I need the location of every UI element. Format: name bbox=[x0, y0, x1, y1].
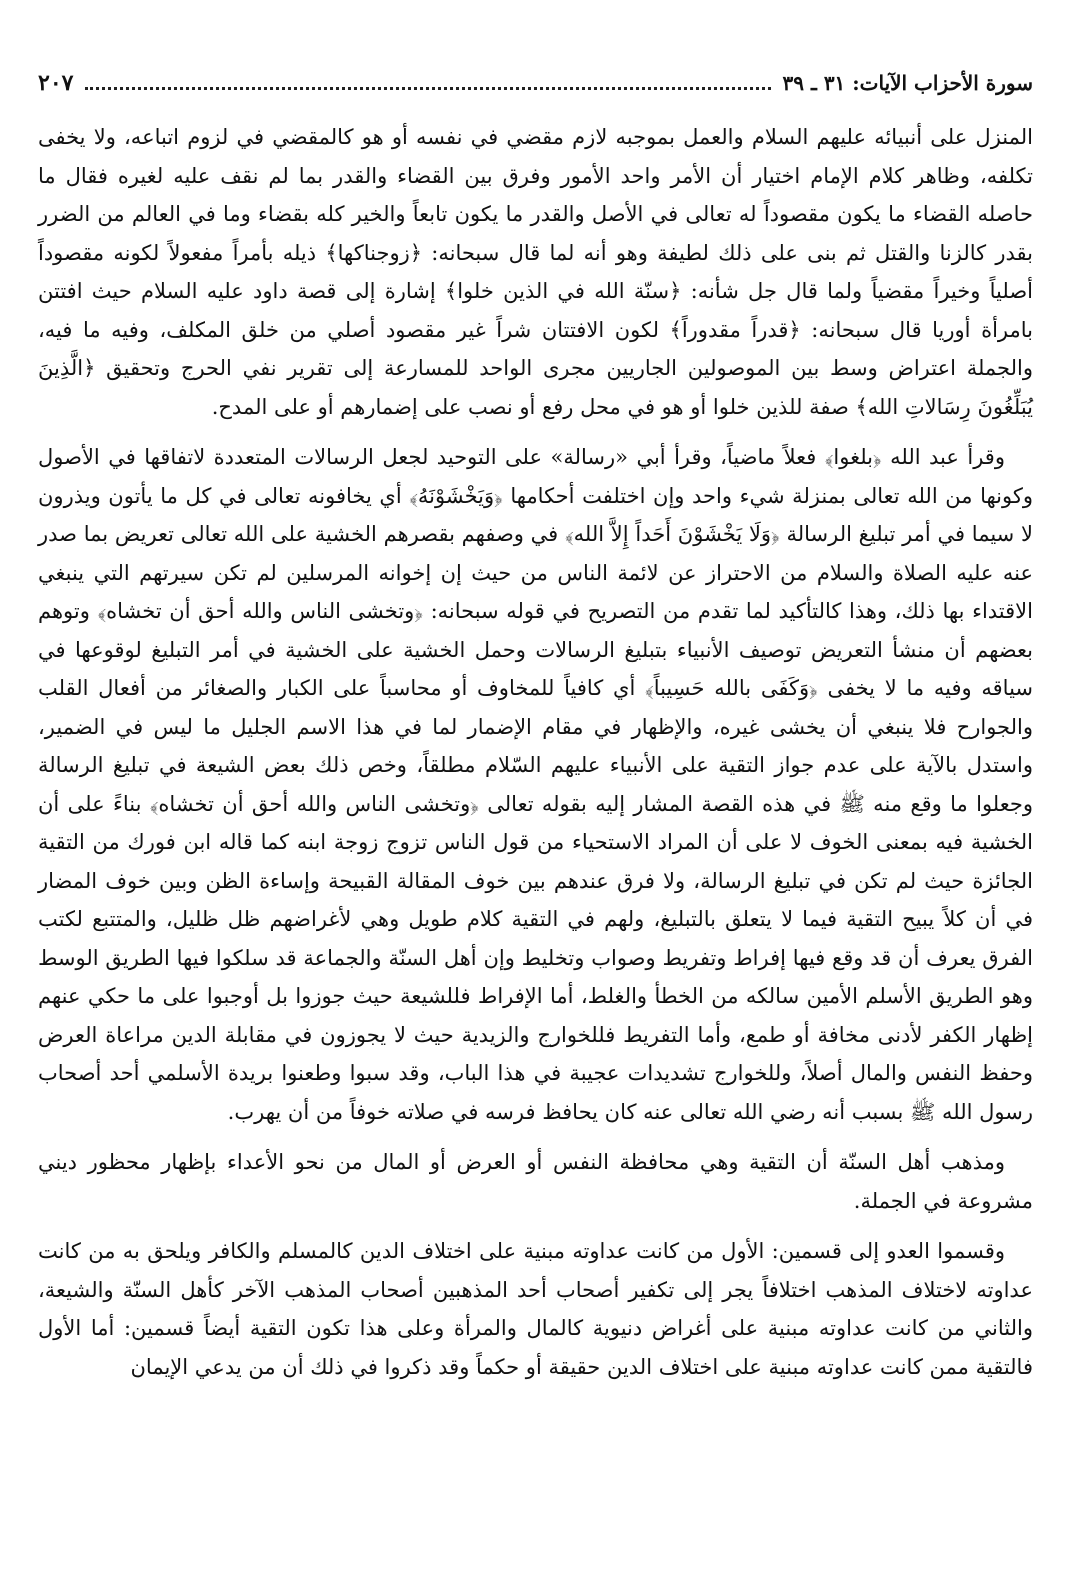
surah-title: سورة الأحزاب الآيات: ٣١ ـ ٣٩ bbox=[782, 71, 1033, 95]
paragraph-3: ومذهب أهل السنّة أن التقية وهي محافظة النفس أو العرض أو المال من نحو الأعداء بإظهار محظور ديني مشروعة في الجملة. bbox=[38, 1150, 1033, 1213]
paragraph-1: المنزل على أنبيائه عليهم السلام والعمل بموجبه لازم مقضي في نفسه أو هو كالمقضي في لزوم اتباعه، ولا يخفى تكلفه، وظاهر كلام الإمام اختيار أن الأمر واحد الأمور وفرق بين القضاء والقدر بما لم نقف عليه لغيره فقال ما حاصله القضاء ما يكون مقصوداً له تعالى في الأصل والقدر ما يكون تابعاً والخير كله بقضاء وما في العالم من الضرر بقدر كالزنا والقتل ثم بنى على ذلك لطيفة وهو أنه لما قال سبحانه: ﴿زوجناكها﴾ ذيله بأمراً مفعولاً لكونه مقصوداً أصلياً وخيراً مقضياً ولما قال جل شأنه: ﴿سنّة الله في الذين خلوا﴾ إشارة إلى قصة داود عليه السلام حيث افتتن بامرأة أوريا قال سبحانه: ﴿قدراً مقدوراً﴾ لكون الافتتان شراً غير مقصود أصلي من خلق المكلف، وفيه ما فيه، والجملة اعتراض وسط بين الموصولين الجاريين مجرى الواحد للمسارعة إلى تقرير نفي الحرج وتحقيق ﴿الَّذِينَ يُبَلِّغُونَ رِسَالاتِ الله﴾ صفة للذين خلوا أو هو في محل رفع أو نصب على إضمارهم أو على المدح. bbox=[38, 125, 1033, 419]
dotted-leader bbox=[85, 81, 770, 90]
paragraph-2: وقرأ عبد الله ﴿بلغوا﴾ فعلاً ماضياً، وقرأ أبي «رسالة» على التوحيد لجعل الرسالات المتعددة لاتفاقها في الأصول وكونها من الله تعالى بمنزلة شيء واحد وإن اختلفت أحكامها ﴿وَيَخْشَوْنَهُ﴾ أي يخافونه تعالى في كل ما يأتون ويذرون لا سيما في أمر تبليغ الرسالة ﴿وَلَا يَخْشَوْنَ أَحَداً إِلاَّ الله﴾ في وصفهم بقصرهم الخشية على الله تعالى تعريض بما صدر عنه عليه الصلاة والسلام من الاحتراز عن لائمة الناس من حيث إن إخوانه المرسلين لم تكن سيرتهم التي ينبغي الاقتداء بها ذلك، وهذا كالتأكيد لما تقدم من التصريح في قوله سبحانه: ﴿وتخشى الناس والله أحق أن تخشاه﴾ وتوهم بعضهم أن منشأ التعريض توصيف الأنبياء بتبليغ الرسالات وحمل الخشية على الخشية في أمر التبليغ لوقوعها في سياقه وفيه ما لا يخفى ﴿وَكَفَى بالله حَسِيباً﴾ أي كافياً للمخاوف أو محاسباً على الكبار والصغائر من أفعال القلب والجوارح فلا ينبغي أن يخشى غيره، والإظهار في مقام الإضمار لما في هذا الاسم الجليل ما ليس في الضمير، واستدل بالآية على عدم جواز التقية على الأنبياء عليهم السّلام مطلقاً، وخص ذلك بعض الشيعة في تبليغ الرسالة وجعلوا ما وقع منه ﷺ في هذه القصة المشار إليه بقوله تعالى ﴿وتخشى الناس والله أحق أن تخشاه﴾ بناءً على أن الخشية فيه بمعنى الخوف لا على أن المراد الاستحياء من قول الناس تزوج زوجة ابنه كما قاله ابن فورك من التقية الجائزة حيث لم تكن في تبليغ الرسالة، ولا فرق عندهم بين خوف المقالة القبيحة وإساءة الظن وبين خوف المضار في أن كلاً يبيح التقية فيما لا يتعلق بالتبليغ، ولهم في التقية كلام طويل وهي لأغراضهم ظل ظليل، والمتتبع لكتب الفرق يعرف أن قد وقع فيها إفراط وتفريط وصواب وتخليط وإن أهل السنّة والجماعة قد سلكوا فيها الطريق الوسط وهو الطريق الأسلم الأمين سالكه من الخطأ والغلط، أما الإفراط فللشيعة حيث جوزوا بل أوجبوا على ما حكي عنهم إظهار الكفر لأدنى مخافة أو طمع، وأما التفريط فللخوارج والزيدية حيث لا يجوزون في مقابلة الدين مراعاة العرض وحفظ النفس والمال أصلاً، وللخوارج تشديدات عجيبة في هذا الباب، وقد سبوا وطعنوا بريدة الأسلمي أحد أصحاب رسول الله ﷺ بسبب أنه رضي الله تعالى عنه كان يحافظ فرسه في صلاته خوفاً من أن يهرب. bbox=[38, 445, 1034, 1124]
running-header bbox=[38, 66, 1033, 100]
page-number: ٢٠٧ bbox=[38, 70, 74, 96]
paragraph-4: وقسموا العدو إلى قسمين: الأول من كانت عداوته مبنية على اختلاف الدين كالمسلم والكافر ويلحق به من كانت عداوته لاختلاف المذهب اختلافاً يجر إلى تكفير أصحاب أحد المذهبين أصحاب المذهب الآخر كأهل السنّة والشيعة، والثاني من كانت عداوته مبنية على أغراض دنيوية كالمال والمرأة وعلى هذا تكون التقية أيضاً قسمين: أما الأول فالتقية ممن كانت عداوته مبنية على اختلاف الدين حقيقة أو حكماً وقد ذكروا في ذلك أن من يدعي الإيمان bbox=[38, 1239, 1033, 1379]
page-body bbox=[38, 118, 1033, 1386]
